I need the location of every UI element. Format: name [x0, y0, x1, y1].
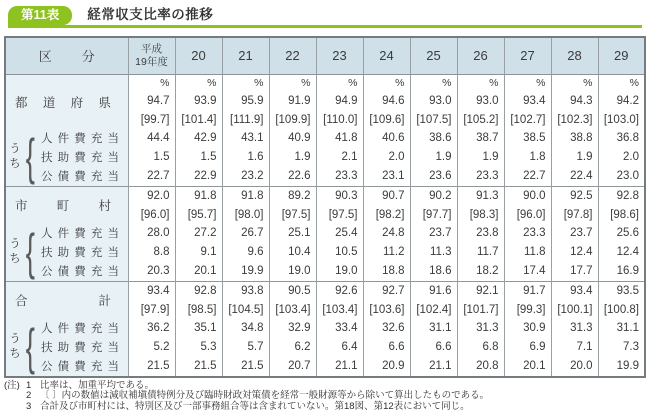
sub-value-cell: 28.0	[128, 224, 175, 243]
ratio-value: 93.9	[176, 92, 217, 111]
bracket-value: [96.0]	[505, 206, 546, 224]
unit-label: %	[411, 75, 452, 92]
unit-label: %	[364, 75, 405, 92]
sub-label-cell	[39, 357, 128, 377]
sub-value-cell: 21.5	[222, 357, 269, 377]
bracket-value: [97.7]	[411, 206, 452, 224]
sub-value-cell: 18.6	[410, 262, 457, 282]
ratio-value: 92.6	[317, 282, 358, 301]
sub-label: 人件費充当	[41, 130, 119, 146]
sub-value-cell: 16.9	[598, 262, 645, 282]
main-value-cell	[175, 74, 222, 129]
main-value-cell	[457, 281, 504, 319]
sub-value-cell: 22.7	[128, 167, 175, 187]
uchi-label: うち	[9, 332, 21, 362]
sub-value-cell: 20.0	[551, 357, 598, 377]
sub-value-cell: 11.8	[504, 243, 551, 262]
ratio-value: 94.7	[129, 92, 170, 111]
block-main-row	[5, 281, 645, 319]
sub-value-cell: 35.1	[175, 319, 222, 338]
sub-value-cell: 23.3	[504, 224, 551, 243]
sub-value-cell: 22.9	[175, 167, 222, 187]
sub-value-cell: 21.5	[128, 357, 175, 377]
block-sub-row	[5, 224, 645, 243]
bracket-value: [103.4]	[270, 301, 311, 319]
ratio-value: 93.0	[411, 92, 452, 111]
ratio-value: 94.3	[552, 92, 593, 111]
sub-value-cell: 6.9	[504, 338, 551, 357]
bracket-value: [107.5]	[411, 111, 452, 129]
sub-label: 人件費充当	[41, 225, 119, 241]
sub-value-cell: 18.2	[457, 262, 504, 282]
sub-value-cell: 9.1	[175, 243, 222, 262]
bracket-value: [103.6]	[364, 301, 405, 319]
sub-value-cell: 5.3	[175, 338, 222, 357]
ratio-value: 93.4	[129, 282, 170, 301]
unit-label: %	[458, 75, 499, 92]
sub-label: 公債費充当	[41, 263, 119, 279]
uchi-cell	[5, 319, 39, 377]
main-value-cell	[410, 281, 457, 319]
sub-value-cell: 43.1	[222, 129, 269, 148]
sub-value-cell: 20.1	[175, 262, 222, 282]
sub-value-cell: 5.7	[222, 338, 269, 357]
block-sub-row	[5, 319, 645, 338]
main-value-cell	[410, 74, 457, 129]
ratio-table	[4, 36, 646, 378]
main-value-cell	[269, 186, 316, 224]
sub-value-cell: 20.1	[504, 357, 551, 377]
sub-label: 扶助費充当	[41, 339, 119, 355]
block-sub-row	[5, 338, 645, 357]
ratio-value: 94.2	[599, 92, 640, 111]
ratio-value: 92.5	[552, 187, 593, 206]
uchi-brace: {	[26, 322, 35, 372]
sub-value-cell: 12.4	[551, 243, 598, 262]
sub-value-cell: 20.9	[363, 357, 410, 377]
main-value-cell	[269, 281, 316, 319]
sub-value-cell: 1.6	[222, 148, 269, 167]
note-prefix: (注)	[4, 381, 26, 392]
ratio-value: 91.8	[223, 187, 264, 206]
sub-value-cell: 23.2	[222, 167, 269, 187]
sub-value-cell: 1.5	[128, 148, 175, 167]
uchi-label: うち	[9, 237, 21, 267]
main-value-cell	[551, 186, 598, 224]
ratio-value: 90.5	[270, 282, 311, 301]
block-sub-row	[5, 357, 645, 377]
sub-value-cell: 6.2	[269, 338, 316, 357]
sub-value-cell: 31.1	[410, 319, 457, 338]
bracket-value: [98.5]	[176, 301, 217, 319]
block-label-cell	[5, 186, 128, 224]
sub-label: 扶助費充当	[41, 244, 119, 260]
sub-value-cell: 30.9	[504, 319, 551, 338]
bracket-value: [103.4]	[317, 301, 358, 319]
main-value-cell	[269, 74, 316, 129]
main-value-cell	[316, 74, 363, 129]
main-value-cell	[128, 281, 175, 319]
table-number-badge: 第11表	[8, 6, 72, 25]
sub-label: 公債費充当	[41, 168, 119, 184]
sub-value-cell: 1.9	[551, 148, 598, 167]
block-label-cell	[5, 74, 128, 129]
sub-value-cell: 27.2	[175, 224, 222, 243]
ratio-value: 93.0	[458, 92, 499, 111]
unit-label: %	[552, 75, 593, 92]
sub-value-cell: 22.6	[269, 167, 316, 187]
main-value-cell	[598, 74, 645, 129]
bracket-value: [95.7]	[176, 206, 217, 224]
uchi-cell	[5, 224, 39, 282]
bracket-value: [97.8]	[552, 206, 593, 224]
main-value-cell	[551, 74, 598, 129]
column-header-h19-line1: 平成	[141, 43, 162, 55]
bracket-value: [100.8]	[599, 301, 640, 319]
ratio-value: 92.1	[458, 282, 499, 301]
bracket-value: [100.1]	[552, 301, 593, 319]
note-item	[4, 391, 650, 402]
bracket-value: [99.3]	[505, 301, 546, 319]
bracket-value: [105.2]	[458, 111, 499, 129]
block-main-row	[5, 74, 645, 129]
main-value-cell	[316, 186, 363, 224]
notes	[4, 381, 650, 412]
ratio-value: 92.7	[364, 282, 405, 301]
note-number: 3	[26, 402, 40, 412]
uchi-cell	[5, 129, 39, 187]
bracket-value: [97.5]	[317, 206, 358, 224]
sub-value-cell: 38.8	[551, 129, 598, 148]
main-value-cell	[222, 281, 269, 319]
sub-label-cell	[39, 262, 128, 282]
main-value-cell	[128, 74, 175, 129]
sub-value-cell: 20.8	[457, 357, 504, 377]
column-header-year: 28	[551, 37, 598, 74]
column-header-h19	[128, 37, 175, 74]
sub-label-cell	[39, 243, 128, 262]
sub-value-cell: 31.1	[598, 319, 645, 338]
bracket-value: [109.6]	[364, 111, 405, 129]
ratio-value: 90.3	[317, 187, 358, 206]
sub-value-cell: 20.7	[269, 357, 316, 377]
main-value-cell	[222, 186, 269, 224]
sub-label-cell	[39, 167, 128, 187]
sub-value-cell: 11.2	[363, 243, 410, 262]
sub-value-cell: 19.0	[316, 262, 363, 282]
main-value-cell	[316, 281, 363, 319]
sub-value-cell: 20.3	[128, 262, 175, 282]
bracket-value: [98.6]	[599, 206, 640, 224]
block-main-row	[5, 186, 645, 224]
bracket-value: [110.0]	[317, 111, 358, 129]
main-value-cell	[128, 186, 175, 224]
ratio-value: 92.0	[129, 187, 170, 206]
sub-value-cell: 22.4	[551, 167, 598, 187]
sub-value-cell: 2.1	[316, 148, 363, 167]
sub-value-cell: 10.4	[269, 243, 316, 262]
ratio-value: 91.6	[411, 282, 452, 301]
ratio-value: 95.9	[223, 92, 264, 111]
block-label: 都道府県	[15, 93, 111, 111]
note-text: 比率は、加重平均である。	[40, 381, 650, 392]
unit-label: %	[317, 75, 358, 92]
ratio-value: 90.0	[505, 187, 546, 206]
ratio-value: 93.5	[599, 282, 640, 301]
main-value-cell	[363, 186, 410, 224]
note-number: 1	[26, 381, 40, 392]
sub-value-cell: 1.9	[269, 148, 316, 167]
sub-value-cell: 2.0	[598, 148, 645, 167]
sub-value-cell: 24.8	[363, 224, 410, 243]
sub-label-cell	[39, 224, 128, 243]
sub-value-cell: 25.1	[269, 224, 316, 243]
sub-value-cell: 9.6	[222, 243, 269, 262]
sub-value-cell: 36.2	[128, 319, 175, 338]
ratio-value: 91.7	[505, 282, 546, 301]
sub-value-cell: 36.8	[598, 129, 645, 148]
sub-value-cell: 17.4	[504, 262, 551, 282]
ratio-value: 92.8	[599, 187, 640, 206]
ratio-value: 93.8	[223, 282, 264, 301]
sub-value-cell: 11.3	[410, 243, 457, 262]
sub-value-cell: 8.8	[128, 243, 175, 262]
sub-value-cell: 25.4	[316, 224, 363, 243]
sub-label-cell	[39, 319, 128, 338]
sub-value-cell: 23.3	[316, 167, 363, 187]
block-sub-row	[5, 167, 645, 187]
sub-value-cell: 22.7	[504, 167, 551, 187]
ratio-value: 90.2	[411, 187, 452, 206]
ratio-value: 91.3	[458, 187, 499, 206]
note-prefix	[4, 391, 26, 402]
sub-value-cell: 40.6	[363, 129, 410, 148]
bracket-value: [102.4]	[411, 301, 452, 319]
sub-value-cell: 44.4	[128, 129, 175, 148]
ratio-value: 91.9	[270, 92, 311, 111]
sub-value-cell: 42.9	[175, 129, 222, 148]
column-header-year: 22	[269, 37, 316, 74]
unit-label: %	[176, 75, 217, 92]
sub-value-cell: 23.6	[410, 167, 457, 187]
sub-value-cell: 12.4	[598, 243, 645, 262]
main-value-cell	[504, 74, 551, 129]
ratio-value: 92.8	[176, 282, 217, 301]
corner-header-label: 区分	[39, 46, 95, 65]
main-value-cell	[551, 281, 598, 319]
sub-label-cell	[39, 148, 128, 167]
bracket-value: [102.7]	[505, 111, 546, 129]
column-header-year: 29	[598, 37, 645, 74]
main-value-cell	[457, 74, 504, 129]
bracket-value: [101.7]	[458, 301, 499, 319]
sub-value-cell: 32.6	[363, 319, 410, 338]
column-header-year: 21	[222, 37, 269, 74]
column-header-h19-line2: 19年度	[135, 56, 168, 68]
main-value-cell	[363, 74, 410, 129]
sub-value-cell: 21.1	[410, 357, 457, 377]
unit-label: %	[223, 75, 264, 92]
unit-label: %	[599, 75, 640, 92]
sub-value-cell: 6.6	[363, 338, 410, 357]
note-text: 〔 〕内の数値は減収補塡債特例分及び臨時財政対策債を経常一般財源等から除いて算出したものである。	[40, 391, 650, 402]
ratio-value: 93.4	[505, 92, 546, 111]
bracket-value: [96.0]	[129, 206, 170, 224]
ratio-value: 90.7	[364, 187, 405, 206]
main-value-cell	[410, 186, 457, 224]
main-value-cell	[504, 186, 551, 224]
unit-label: %	[505, 75, 546, 92]
sub-value-cell: 40.9	[269, 129, 316, 148]
note-number: 2	[26, 391, 40, 402]
note-item	[4, 402, 650, 412]
uchi-label: うち	[9, 142, 21, 172]
sub-value-cell: 33.4	[316, 319, 363, 338]
bracket-value: [99.7]	[129, 111, 170, 129]
main-value-cell	[175, 186, 222, 224]
block-sub-row	[5, 148, 645, 167]
sub-value-cell: 1.9	[457, 148, 504, 167]
sub-value-cell: 23.7	[410, 224, 457, 243]
bracket-value: [98.3]	[458, 206, 499, 224]
sub-value-cell: 41.8	[316, 129, 363, 148]
column-header-year: 25	[410, 37, 457, 74]
main-value-cell	[598, 281, 645, 319]
sub-label-cell	[39, 338, 128, 357]
main-value-cell	[363, 281, 410, 319]
sub-value-cell: 6.4	[316, 338, 363, 357]
bracket-value: [101.4]	[176, 111, 217, 129]
uchi-brace: {	[26, 227, 35, 277]
sub-value-cell: 5.2	[128, 338, 175, 357]
sub-value-cell: 31.3	[551, 319, 598, 338]
ratio-value: 93.4	[552, 282, 593, 301]
sub-value-cell: 10.5	[316, 243, 363, 262]
sub-label: 扶助費充当	[41, 149, 119, 165]
bracket-value: [109.9]	[270, 111, 311, 129]
sub-value-cell: 23.3	[457, 167, 504, 187]
ratio-value: 94.6	[364, 92, 405, 111]
sub-value-cell: 7.3	[598, 338, 645, 357]
sub-value-cell: 11.7	[457, 243, 504, 262]
sub-value-cell: 1.8	[504, 148, 551, 167]
note-prefix	[4, 402, 26, 412]
main-value-cell	[175, 281, 222, 319]
page-title: 経常収支比率の推移	[87, 3, 213, 25]
sub-value-cell: 23.0	[598, 167, 645, 187]
sub-value-cell: 19.9	[222, 262, 269, 282]
page-header	[8, 0, 642, 28]
sub-value-cell: 6.8	[457, 338, 504, 357]
main-value-cell	[457, 186, 504, 224]
block-sub-row	[5, 262, 645, 282]
sub-value-cell: 31.3	[457, 319, 504, 338]
bracket-value: [98.0]	[223, 206, 264, 224]
unit-label: %	[270, 75, 311, 92]
ratio-value: 89.2	[270, 187, 311, 206]
sub-value-cell: 34.8	[222, 319, 269, 338]
column-header-year: 24	[363, 37, 410, 74]
column-header-year: 20	[175, 37, 222, 74]
sub-value-cell: 26.7	[222, 224, 269, 243]
sub-value-cell: 21.5	[175, 357, 222, 377]
block-label-cell	[5, 281, 128, 319]
column-header-year: 26	[457, 37, 504, 74]
sub-value-cell: 21.1	[316, 357, 363, 377]
bracket-value: [103.0]	[599, 111, 640, 129]
sub-value-cell: 2.0	[363, 148, 410, 167]
sub-value-cell: 25.6	[598, 224, 645, 243]
sub-value-cell: 1.5	[175, 148, 222, 167]
column-header-year: 23	[316, 37, 363, 74]
main-value-cell	[504, 281, 551, 319]
sub-value-cell: 19.9	[598, 357, 645, 377]
sub-value-cell: 17.7	[551, 262, 598, 282]
sub-value-cell: 38.6	[410, 129, 457, 148]
unit-label: %	[129, 75, 170, 92]
sub-value-cell: 6.6	[410, 338, 457, 357]
main-value-cell	[222, 74, 269, 129]
note-text: 合計及び市町村には、特別区及び一部事務組合等は含まれていない。第18図、第12表において同じ。	[40, 402, 650, 412]
bracket-value: [111.9]	[223, 111, 264, 129]
sub-label: 公債費充当	[41, 358, 119, 374]
sub-value-cell: 38.5	[504, 129, 551, 148]
sub-value-cell: 23.8	[457, 224, 504, 243]
sub-value-cell: 38.7	[457, 129, 504, 148]
sub-label-cell	[39, 129, 128, 148]
bracket-value: [97.5]	[270, 206, 311, 224]
bracket-value: [98.2]	[364, 206, 405, 224]
bracket-value: [104.5]	[223, 301, 264, 319]
column-header-year: 27	[504, 37, 551, 74]
block-sub-row	[5, 129, 645, 148]
block-sub-row	[5, 243, 645, 262]
sub-value-cell: 19.0	[269, 262, 316, 282]
sub-value-cell: 7.1	[551, 338, 598, 357]
bracket-value: [102.3]	[552, 111, 593, 129]
uchi-brace: {	[26, 132, 35, 182]
sub-value-cell: 23.7	[551, 224, 598, 243]
sub-value-cell: 18.8	[363, 262, 410, 282]
sub-value-cell: 23.1	[363, 167, 410, 187]
sub-value-cell: 32.9	[269, 319, 316, 338]
header-row	[5, 37, 645, 74]
corner-header-cell	[5, 37, 128, 74]
sub-label: 人件費充当	[41, 320, 119, 336]
block-label: 合計	[15, 291, 111, 309]
main-value-cell	[598, 186, 645, 224]
sub-value-cell: 1.9	[410, 148, 457, 167]
ratio-value: 91.8	[176, 187, 217, 206]
bracket-value: [97.9]	[129, 301, 170, 319]
ratio-value: 94.9	[317, 92, 358, 111]
block-label: 市町村	[15, 196, 111, 214]
